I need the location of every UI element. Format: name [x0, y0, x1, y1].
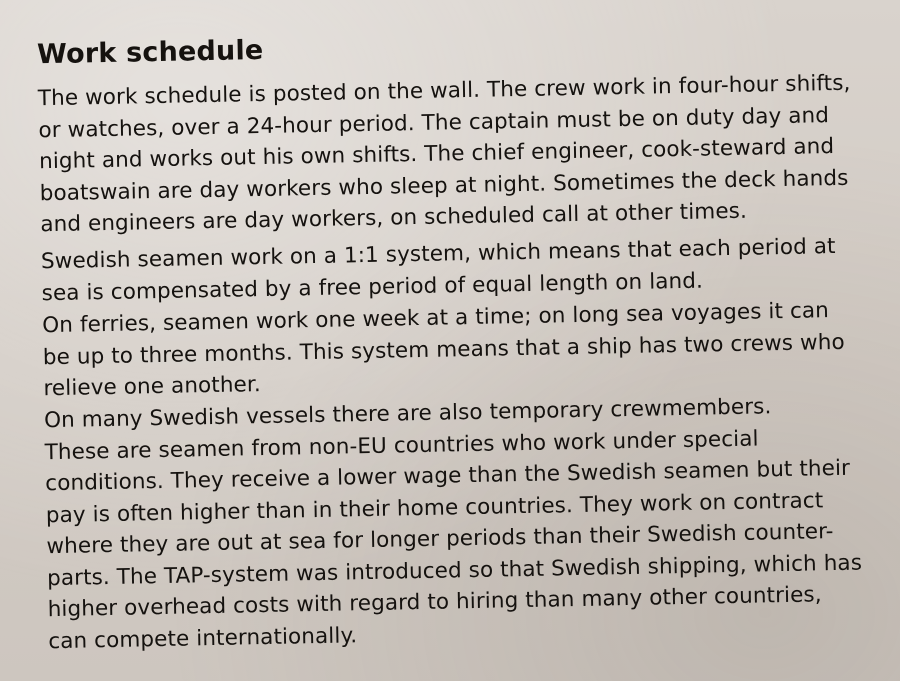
text-line: sea is compensated by a free period of equal length on land.: [41, 268, 704, 306]
text-line: higher overhead costs with regard to hiring than many other countries,: [47, 582, 822, 623]
text-line: relieve one another.: [43, 372, 262, 402]
text-line: Swedish seamen work on a 1:1 system, which means that each period at: [40, 234, 836, 275]
text-line: be up to three months. This system means that a ship has two crews who: [42, 329, 845, 370]
text-line: pay is often higher than in their home countries. They work on contract: [45, 487, 824, 528]
text-line: and engineers are day workers, on scheduled call at other times.: [40, 198, 748, 238]
text-line: can compete internationally.: [48, 622, 358, 654]
sign-title: Work schedule: [36, 34, 264, 71]
text-line: where they are out at sea for longer periods than their Swedish counter-: [46, 519, 834, 560]
paragraph-temporary-crew: [44, 390, 864, 658]
text-line: conditions. They receive a lower wage than the Swedish seamen but their: [45, 455, 851, 497]
text-line: parts. The TAP-system was introduced so that Swedish shipping, which has: [46, 550, 863, 591]
text-line: On many Swedish vessels there are also temporary crewmembers.: [43, 394, 772, 434]
paragraph-work-shifts: [38, 68, 854, 241]
text-line: boatswain are day workers who sleep at night. Sometimes the deck hands: [39, 165, 849, 206]
text-line: These are seamen from non-EU countries who work under special: [44, 426, 759, 465]
paragraph-ferries: [42, 295, 846, 405]
text-line: The work schedule is posted on the wall. The crew work in four-hour shifts,: [37, 70, 851, 112]
text-line: or watches, over a 24-hour period. The captain must be on duty day and: [38, 102, 830, 143]
text-line: On ferries, seamen work one week at a time; on long sea voyages it can: [42, 298, 830, 339]
text-line: night and works out his own shifts. The chief engineer, cook-steward and: [38, 134, 835, 175]
